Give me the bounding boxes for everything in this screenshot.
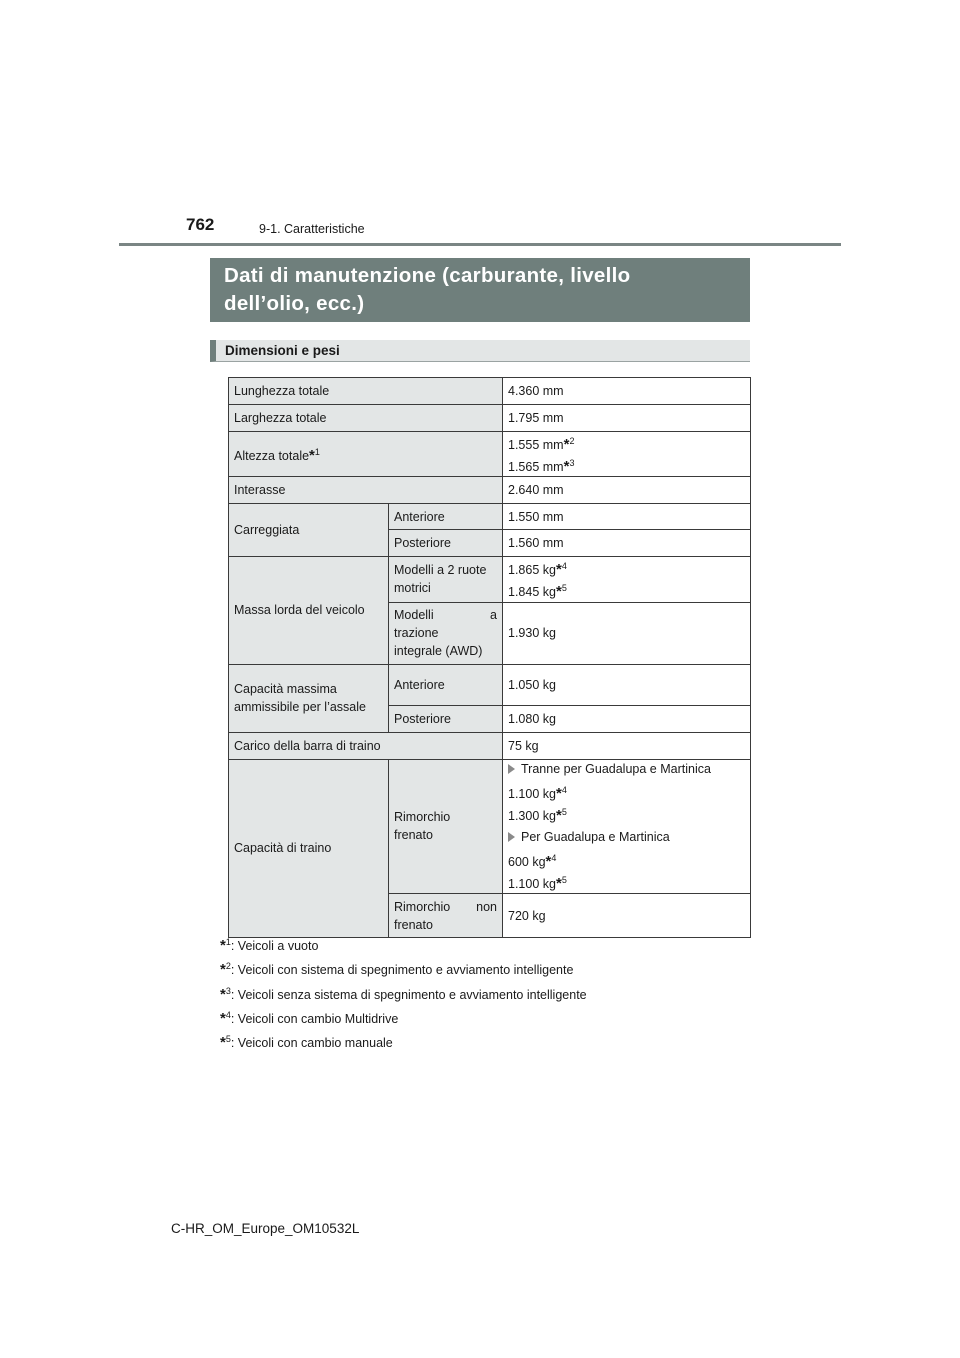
footnote-star: * (563, 436, 570, 454)
value-cell (503, 557, 751, 602)
sublabel-line: Rimorchio (394, 810, 451, 825)
sublabel-line: Rimorchio non (394, 899, 497, 914)
label-line: Capacità massima (234, 682, 337, 697)
value-cell: 1.080 kg (503, 705, 751, 732)
value-line (508, 849, 745, 871)
label-cell (229, 664, 389, 732)
value-cell: 2.640 mm (503, 477, 751, 504)
footnote-ref: 4 (551, 852, 557, 863)
header-divider (119, 243, 841, 246)
footnote-ref: 1 (314, 447, 320, 458)
sublabel-cell: Anteriore (389, 504, 503, 530)
label-cell: Lunghezza totale (229, 378, 503, 405)
value-cell: 1.550 mm (503, 504, 751, 530)
footnote-ref: 4 (561, 561, 567, 572)
value-cell: 75 kg (503, 732, 751, 759)
sublabel-cell: Anteriore (389, 664, 503, 705)
label-cell: Carico della barra di traino (229, 732, 503, 759)
value-cell: 1.560 mm (503, 530, 751, 557)
value-line (508, 432, 745, 454)
value-line (508, 454, 745, 476)
label-cell: Massa lorda del veicolo (229, 557, 389, 664)
sublabel-line: trazione (394, 626, 439, 641)
footnote-text: : Veicoli con cambio Multidrive (230, 1012, 399, 1027)
footnote-star: * (220, 1010, 226, 1028)
footnote-ref: 5 (561, 806, 567, 817)
triangle-right-icon (508, 764, 515, 774)
label-cell (229, 432, 503, 477)
label-cell: Carreggiata (229, 504, 389, 557)
footnote-ref: 4 (561, 784, 567, 795)
value-cell: 4.360 mm (503, 378, 751, 405)
sublabel-cell (389, 759, 503, 894)
table-row (229, 432, 751, 477)
footnote-star: * (555, 806, 562, 824)
sublabel-line: frenato (394, 917, 433, 932)
table-row (229, 504, 751, 530)
footnote (220, 954, 587, 978)
footnote-ref: 5 (561, 583, 567, 594)
bullet-heading-text: Per Guadalupa e Martinica (521, 829, 670, 844)
footnote-star: * (309, 447, 315, 465)
footnote-number: 1 (225, 937, 231, 947)
value-text: 1.555 mm (508, 438, 564, 453)
label-line: ammissibile per l’assale (234, 700, 366, 715)
value-line (508, 803, 745, 825)
section-label: 9-1. Caratteristiche (259, 222, 365, 236)
footnotes (220, 930, 587, 1051)
footnote-star: * (563, 458, 570, 476)
section-subheading: Dimensioni e pesi (210, 340, 750, 362)
document-code: C-HR_OM_Europe_OM10532L (171, 1221, 360, 1236)
footnote (220, 930, 587, 954)
footnote-number: 5 (225, 1034, 231, 1045)
footnote-ref: 3 (569, 458, 575, 469)
sublabel-line: motrici (394, 581, 431, 596)
table-row (229, 378, 751, 405)
footnote-star: * (545, 853, 552, 871)
value-cell: 1.795 mm (503, 405, 751, 432)
sublabel-cell: Posteriore (389, 530, 503, 557)
table-row (229, 664, 751, 705)
footnote (220, 1027, 587, 1051)
value-cell: 720 kg (503, 894, 751, 938)
value-cell: 1.050 kg (503, 664, 751, 705)
footnote-star: * (220, 985, 226, 1003)
value-cell (503, 432, 751, 477)
label-cell: Interasse (229, 477, 503, 504)
bullet-heading (508, 828, 745, 846)
table-row (229, 477, 751, 504)
table-row (229, 557, 751, 602)
footnote-text: : Veicoli senza sistema di spegnimento e avviamento intelligente (230, 987, 587, 1002)
value-text: 1.845 kg (508, 585, 556, 600)
sublabel-cell (389, 602, 503, 664)
footnote-ref: 5 (561, 875, 567, 886)
value-text: 1.565 mm (508, 460, 564, 475)
footnote-ref: 2 (569, 436, 575, 446)
footnote-number: 2 (225, 961, 231, 972)
value-text: 1.865 kg (508, 563, 556, 578)
footnote-star: * (555, 875, 562, 893)
sublabel-line: Modelli a (394, 608, 497, 623)
page-title (210, 258, 750, 322)
triangle-right-icon (508, 832, 515, 842)
value-text: 1.300 kg (508, 808, 556, 823)
sublabel-line: Modelli a 2 ruote (394, 563, 487, 578)
page-title-line-2: dell’olio, ecc.) (224, 292, 365, 315)
value-text: 1.100 kg (508, 877, 556, 892)
footnote-star: * (220, 1034, 226, 1052)
page-number: 762 (186, 215, 215, 234)
footnote-star: * (555, 561, 562, 579)
sublabel-line: frenato (394, 828, 433, 843)
table-row (229, 405, 751, 432)
value-text: 1.100 kg (508, 786, 556, 801)
footnote-number: 4 (225, 1009, 231, 1020)
table-row (229, 732, 751, 759)
footnote-number: 3 (225, 985, 231, 996)
value-cell (503, 759, 751, 894)
bullet-heading (508, 760, 745, 778)
footnote-star: * (555, 583, 562, 601)
sublabel-line: integrale (AWD) (394, 644, 483, 659)
value-line (508, 579, 745, 601)
footnote-star: * (220, 937, 226, 955)
value-line (508, 871, 745, 893)
label-cell: Capacità di traino (229, 759, 389, 938)
dimensions-weights-table (228, 377, 751, 938)
footnote-text: : Veicoli con sistema di spegnimento e avviamento intelligente (230, 963, 574, 978)
value-cell: 1.930 kg (503, 602, 751, 664)
label-cell: Larghezza totale (229, 405, 503, 432)
sublabel-cell (389, 557, 503, 602)
table-row (229, 759, 751, 894)
footnote (220, 979, 587, 1003)
label-text: Altezza totale (234, 449, 310, 464)
footnote (220, 1003, 587, 1027)
bullet-heading-text: Tranne per Guadalupa e Martinica (521, 761, 711, 776)
footnote-text: : Veicoli a vuoto (230, 939, 319, 954)
sublabel-cell: Posteriore (389, 705, 503, 732)
footnote-text: : Veicoli con cambio manuale (230, 1036, 393, 1051)
page-title-line-1: Dati di manutenzione (carburante, livello (224, 264, 631, 287)
footnote-star: * (555, 784, 562, 802)
footnote-star: * (220, 961, 226, 979)
value-text: 600 kg (508, 855, 546, 870)
value-line (508, 781, 745, 803)
value-line (508, 557, 745, 579)
